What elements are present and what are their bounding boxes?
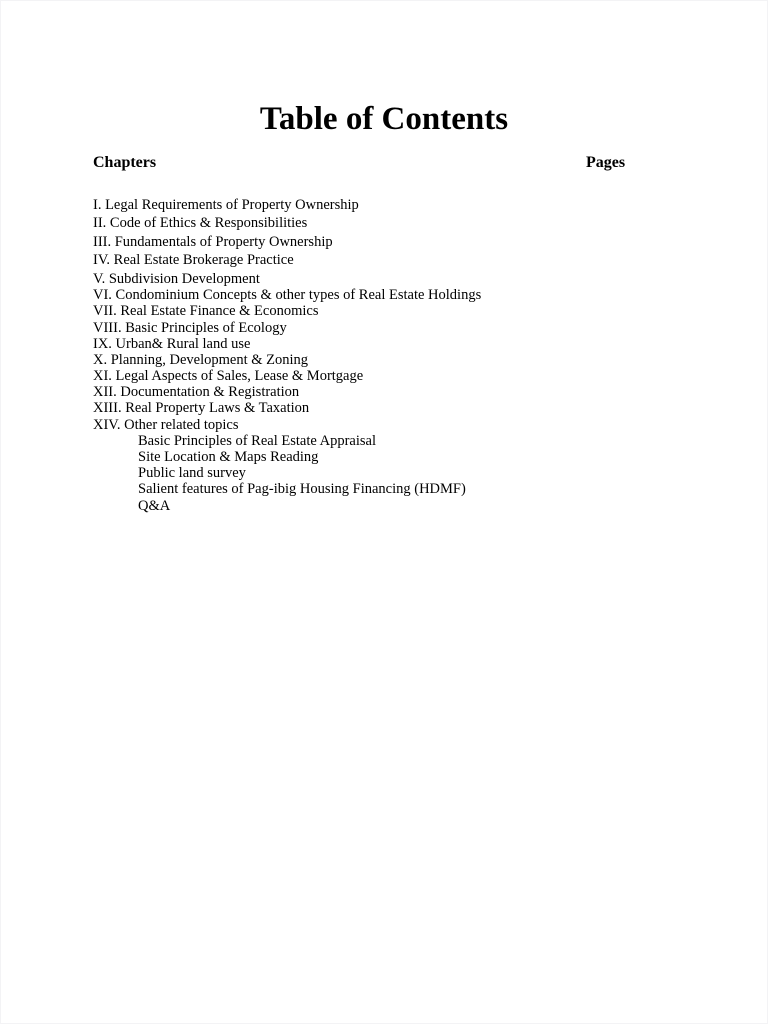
toc-subtopic: Q&A bbox=[138, 497, 171, 514]
toc-chapter: I. Legal Requirements of Property Ownership bbox=[93, 197, 359, 213]
toc-chapter: XI. Legal Aspects of Sales, Lease & Mortgage bbox=[93, 368, 364, 385]
toc-chapter: XIV. Other related topics bbox=[93, 416, 239, 433]
toc-subtopic: Site Location & Maps Reading bbox=[138, 449, 319, 465]
toc-list bbox=[93, 197, 481, 514]
document-page bbox=[1, 1, 767, 1023]
toc-chapter: V. Subdivision Development bbox=[93, 270, 260, 287]
toc-subtopic: Public land survey bbox=[138, 465, 246, 482]
toc-chapter: III. Fundamentals of Property Ownership bbox=[93, 233, 333, 250]
toc-chapter: VIII. Basic Principles of Ecology bbox=[93, 319, 287, 336]
page-title: Table of Contents bbox=[259, 101, 509, 137]
toc-chapter: IV. Real Estate Brokerage Practice bbox=[93, 252, 294, 269]
toc-chapter: XIII. Real Property Laws & Taxation bbox=[93, 400, 310, 417]
toc-chapter: VI. Condominium Concepts & other types of Real Estate Holdings bbox=[93, 287, 482, 304]
toc-chapter: VII. Real Estate Finance & Economics bbox=[93, 303, 319, 320]
toc-subtopic: Salient features of Pag-ibig Housing Financing (HDMF) bbox=[138, 481, 466, 498]
toc-chapter: II. Code of Ethics & Responsibilities bbox=[93, 215, 308, 232]
chapters-column-header: Chapters bbox=[93, 154, 157, 171]
toc-subtopic: Basic Principles of Real Estate Appraisal bbox=[138, 432, 376, 449]
toc-chapter: X. Planning, Development & Zoning bbox=[93, 351, 309, 368]
toc-chapter: IX. Urban& Rural land use bbox=[93, 335, 251, 352]
toc-chapter: XII. Documentation & Registration bbox=[93, 384, 300, 401]
pages-column-header: Pages bbox=[586, 154, 626, 171]
